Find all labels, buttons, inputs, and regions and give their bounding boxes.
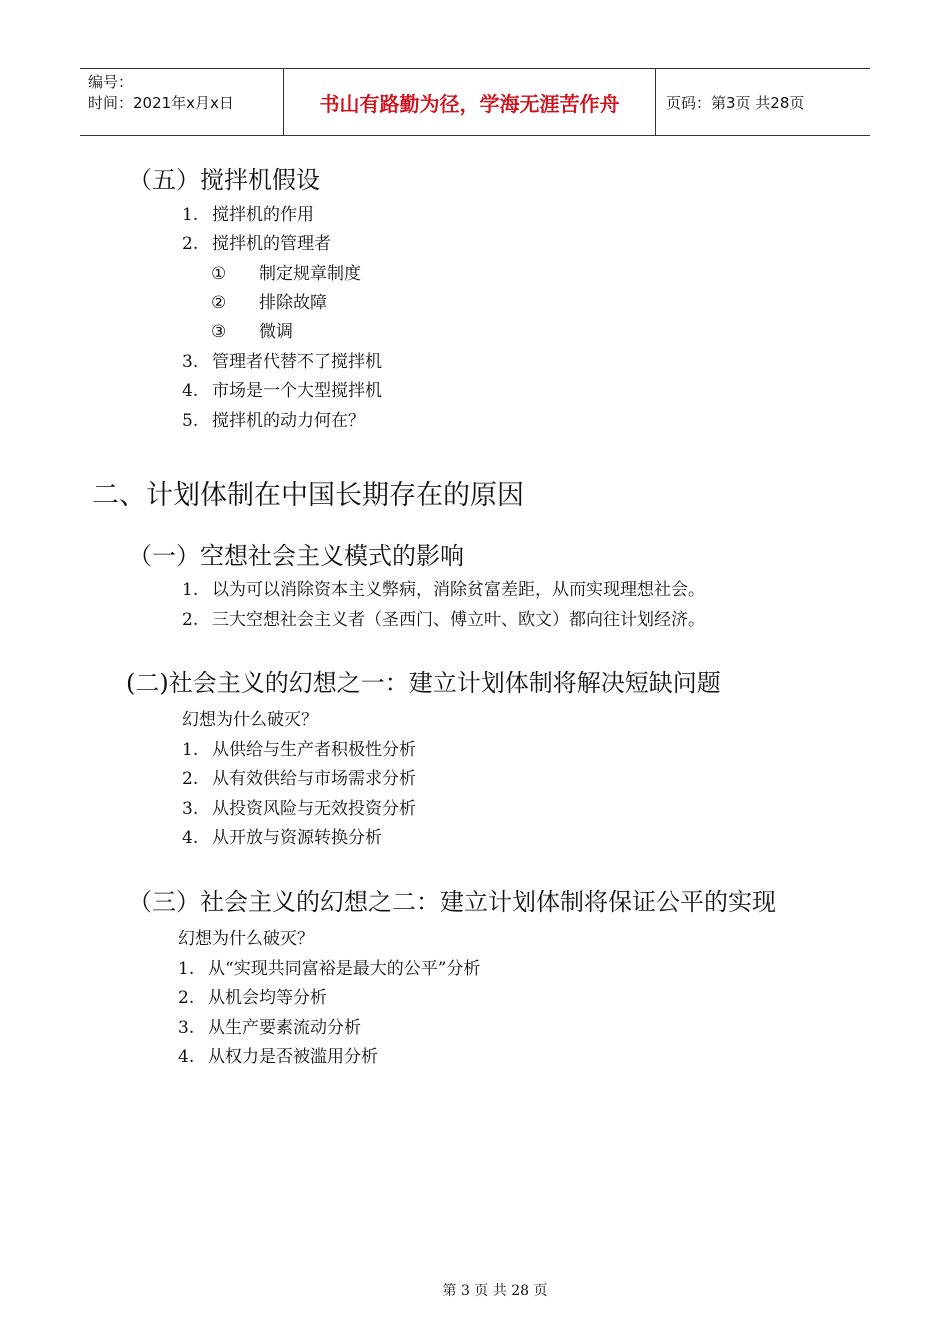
header-motto: 书山有路勤为径，学海无涯苦作舟	[283, 69, 656, 135]
list-item: 3. 从生产要素流动分析	[178, 1018, 361, 1038]
header-page-label: 页码：第3页 共28页	[666, 93, 805, 112]
list-item: 1. 以为可以消除资本主义弊病，消除贫富差距，从而实现理想社会。	[182, 580, 705, 600]
list-item: 2. 从机会均等分析	[178, 988, 327, 1008]
date-label: 时间：2021年x月x日	[88, 94, 234, 112]
header-meta	[80, 69, 283, 135]
list-item: 1. 从“实现共同富裕是最大的公平”分析	[178, 959, 481, 979]
list-item: 4. 从开放与资源转换分析	[182, 828, 382, 848]
list-item: 2. 搅拌机的管理者	[182, 234, 331, 254]
list-item: 2. 从有效供给与市场需求分析	[182, 769, 416, 789]
chapter-title: 二、计划体制在中国长期存在的原因	[92, 480, 524, 511]
section-title: （一）空想社会主义模式的影响	[128, 542, 464, 570]
list-item: 4. 市场是一个大型搅拌机	[182, 381, 382, 401]
sub-list-item: ② 排除故障	[211, 293, 327, 313]
list-item: 5. 搅拌机的动力何在？	[182, 411, 365, 431]
list-item: 3. 从投资风险与无效投资分析	[182, 799, 416, 819]
list-item: 4. 从权力是否被滥用分析	[178, 1047, 378, 1067]
sub-list-item: ③ 微调	[211, 322, 293, 342]
serial-label: 编号：	[88, 73, 134, 91]
list-item: 3. 管理者代替不了搅拌机	[182, 352, 382, 372]
sub-list-item: ① 制定规章制度	[211, 264, 361, 284]
section-title: （三）社会主义的幻想之二：建立计划体制将保证公平的实现	[128, 888, 776, 916]
question: 幻想为什么破灭？	[178, 929, 314, 949]
list-item: 1. 从供给与生产者积极性分析	[182, 740, 416, 760]
page-footer: 第 3 页 共 28 页	[442, 1283, 548, 1299]
question: 幻想为什么破灭？	[182, 710, 318, 730]
list-item: 1. 搅拌机的作用	[182, 205, 314, 225]
section-title: （五）搅拌机假设	[128, 166, 320, 194]
section-title: (二)社会主义的幻想之一：建立计划体制将解决短缺问题	[126, 669, 721, 697]
list-item: 2. 三大空想社会主义者（圣西门、傅立叶、欧文）都向往计划经济。	[182, 610, 705, 630]
page-header	[80, 68, 870, 136]
